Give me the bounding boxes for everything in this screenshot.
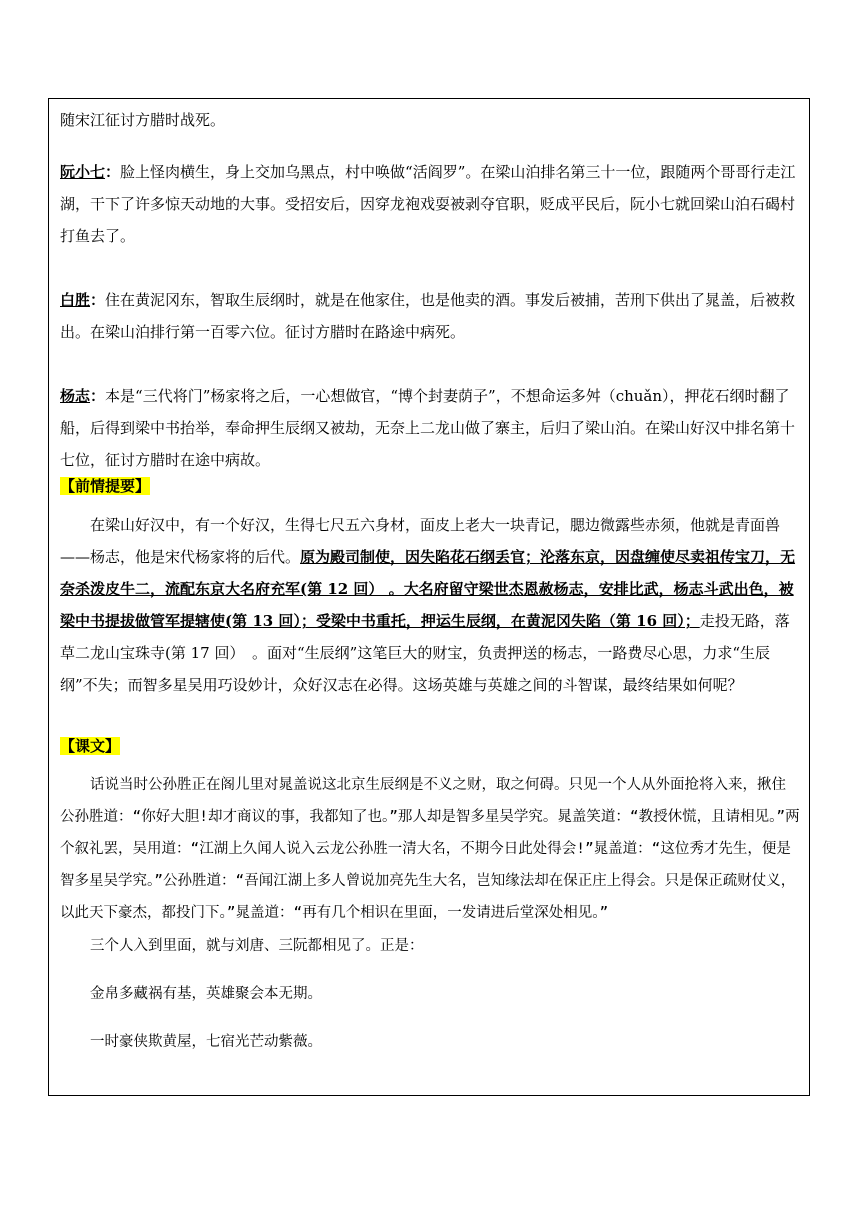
summary-intro: 在梁山好汉中，有一个好汉，生得七尺五六身材，面皮上老大一块青记，腮边微露些赤须，他就是青面兽——杨志，他是宋代杨家将的后代。 — [60, 516, 781, 566]
text-paragraph-1: 话说当时公孙胜正在阁儿里对晁盖说这北京生辰纲是不义之财，取之何碍。只见一个人从外面抢将入来，揪住公孙胜道：“你好大胆!却才商议的事，我都知了也。”那人却是智多星吴学究。晁盖笑道：“教授休慌，且请相见。”两个叙礼罢，吴用道：“江湖上久闻人说入云龙公孙胜一清大名，不期今日此处得会!”晁盖道：“这位秀才先生，便是智多星吴学究。”公孙胜道：“吾闻江湖上多人曾说加亮先生大名，岂知缘法却在保正庄上得会。只是保正疏财仗义，以此天下豪杰，都投门下。”晁盖道：“再有几个相识在里面，一发请进后堂深处相见。” — [60, 777, 800, 921]
character-yang-zhi — [60, 380, 800, 476]
character-name: 杨志 — [60, 387, 91, 405]
summary-rest: 走投无路，落草二龙山宝珠寺(第 17 回） 。面对“生辰纲”这笔巨大的财宝，负责押送的杨志，一路费尽心思，力求“生辰纲”不失；而智多星吴用巧设妙计，众好汉志在必得。这场英雄与英雄之间的斗智谋，最终结果如何呢？ — [60, 612, 790, 694]
character-name: 白胜 — [60, 291, 91, 309]
summary-emphasis: 原为殿司制使，因失陷花石纲丢官；沦落东京，因盘缠使尽卖祖传宝刀，无奈杀泼皮牛二，流配东京大名府充军(第 12 回） 。大名府留守梁世杰恩赦杨志，安排比武，杨志斗武出色，被梁中书提拔做管军提辖使(第 13 回）；受梁中书重托，押运生辰纲，在黄泥冈失陷（第 16 回）； — [60, 548, 796, 630]
character-description: 脸上怪肉横生，身上交加乌黑点，村中唤做“活阎罗”。在梁山泊排名第三十一位，跟随两个哥哥行走江湖，干下了许多惊天动地的大事。受招安后，因穿龙袍戏耍被剥夺官职，贬成平民后，阮小七就回梁山泊石碣村打鱼去了。 — [60, 163, 796, 245]
character-ruan-xiaoqi — [60, 156, 800, 252]
character-description: 住在黄泥冈东，智取生辰纲时，就是在他家住，也是他卖的酒。事发后被捕，苦刑下供出了晁盖，后被救出。在梁山泊排行第一百零六位。征讨方腊时在路途中病死。 — [60, 291, 796, 341]
character-name: 阮小七 — [60, 163, 106, 181]
colon: ： — [90, 387, 106, 405]
colon: ： — [105, 163, 121, 181]
poem-line-1: 金帛多藏祸有基，英雄聚会本无期。 — [90, 986, 322, 1002]
summary-paragraph — [60, 509, 800, 701]
text-paragraph-2: 三个人入到里面，就与刘唐、三阮都相见了。正是： — [90, 938, 424, 954]
paragraph-continuation: 随宋江征讨方腊时战死。 — [60, 111, 226, 129]
character-description: 本是“三代将门”杨家将之后，一心想做官，“博个封妻荫子”，不想命运多舛（chuǎn），押花石纲时翻了船，后得到梁中书抬举，奉命押生辰纲又被劫，无奈上二龙山做了寨主，后归了梁山泊。在梁山好汉中排名第十七位，征讨方腊时在途中病故。 — [60, 387, 796, 469]
character-bai-sheng — [60, 284, 800, 348]
poem-line-2: 一时豪侠欺黄屋，七宿光芒动紫薇。 — [90, 1034, 322, 1050]
colon: ： — [90, 291, 106, 309]
section-title-summary: 【前情提要】 — [60, 477, 151, 495]
section-title-text: 【课文】 — [60, 737, 121, 755]
